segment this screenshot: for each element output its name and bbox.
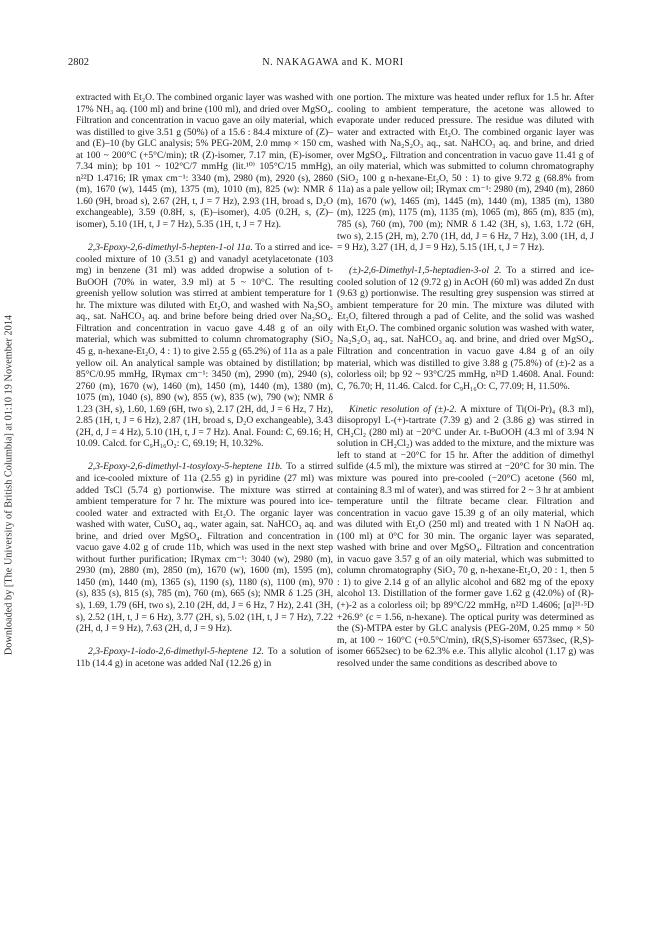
right-column xyxy=(337,92,594,669)
section-heading: 2,3-Epoxy-1-iodo-2,6-dimethyl-5-heptene 12. xyxy=(88,646,264,658)
download-watermark xyxy=(2,150,16,820)
paragraph-body: To a stirred and ice-cooled solution of 12 (9.72 g) in AcOH (60 ml) was added Zn dust (9.63 g) portionwise. The resulting grey suspension was stirred at ambient temperature for 20 min. The mixture was diluted with Et₂O, filtered through a pad of Celite, and the solid was washed with Et₂O. The combined organic solution was washed with water, Na₂S₂O₃ aq., sat. NaHCO₃ aq. and brine, and dried over MgSO₄. Filtration and concentration in vacuo gave 4.84 g of an oily material, which was distilled to give 3.88 g (75.8%) of (±)-2 as a colorless oil; bp 92 ~ 93°C/25 mmHg, n²¹D 1.4608. Anal. Found: C, 76.70; H, 11.46. Calcd. for C₉H₁₆O: C, 77.09; H, 11.50%. xyxy=(337,265,594,392)
paragraph xyxy=(76,92,333,231)
paragraph xyxy=(337,92,594,254)
paragraph xyxy=(76,242,333,450)
running-head: N. NAKAGAWA and K. MORI xyxy=(262,57,404,68)
section-heading: Kinetic resolution of (±)-2. xyxy=(349,403,457,415)
left-column xyxy=(76,92,333,669)
paragraph-body: To a solution of 11b (14.4 g) in acetone was added NaI (12.26 g) in xyxy=(76,646,333,669)
paragraph xyxy=(337,404,594,670)
section-heading: (±)-2,6-Dimethyl-1,5-heptadien-3-ol 2. xyxy=(349,265,502,277)
paragraph-body: extracted with Et₂O. The combined organic layer was washed with 17% NH₃ aq. (100 ml) and brine (100 ml), and dried over MgSO₄. Filtration and concentration in vacuo gave an oily material, which was distilled to give 3.51 g (50%) of a 15.6 : 84.4 mixture of (Z)– and (E)–10 (by GLC analysis; 5% PEG-20M, 2.0 mmφ × 150 cm, at 100 ~ 200°C (+5°C/min); tR (Z)-isomer, 7.17 min, (E)-isomer, 7.34 min); bp 101 ~ 102°C/7 mmHg (lit.¹⁰⁾ 105°C/15 mmHg), n²²D 1.4716; IR γmax cm⁻¹: 3340 (m), 2980 (m), 2920 (s), 2860 (m), 1670 (w), 1445 (m), 1375 (m), 1010 (m), 825 (w): NMR δ 1.60 (9H, broad s), 2.67 (2H, t, J = 7 Hz), 2.93 (1H, broad s, D₂O exchangeable), 3.59 (0.8H, s, (E)–isomer), 4.05 (0.2H, s, (Z)–isomer), 5.10 (1H, t, J = 7 Hz), 5.35 (1H, t, J = 7 Hz). xyxy=(76,92,333,231)
paragraph xyxy=(76,646,333,669)
download-note: Downloaded by [The University of British Columbia] at 01:10 19 November 2014 xyxy=(3,314,15,656)
section-heading: 2,3-Epoxy-2,6-dimethyl-1-tosyloxy-5-heptene 11b. xyxy=(88,461,283,473)
page-header xyxy=(68,57,598,71)
paragraph xyxy=(337,265,594,392)
paragraph-body: To a stirred and ice-cooled mixture of 10 (3.51 g) and vanadyl acetylacetonate (103 mg) in benzene (31 ml) was added dropwise a solution of t-BuOOH (70% in water, 3.9 ml) at 5 ~ 10°C. The resulting greenish yellow solution was stirred at ambient temperature for 1 hr. The mixture was diluted with Et₂O, and washed with Na₂SO₃ aq., sat. NaHCO₃ aq. and brine before being dried over Na₂SO₄. Filtration and concentration in vacuo gave 4.48 g of an oily material, which was submitted to column chromatography (SiO₂ 45 g, n-hexane-Et₂O, 4 : 1) to give 2.55 g (65.2%) of 11a as a pale yellow oil. An analytical sample was obtained by distillation; bp 85°C/0.95 mmHg, IRγmax cm⁻¹: 3450 (m), 2990 (m), 2940 (s), 2760 (m), 1670 (w), 1460 (m), 1450 (m), 1440 (m), 1380 (m), 1075 (m), 1040 (s), 890 (w), 855 (w), 835 (w), 790 (w); NMR δ 1.23 (3H, s), 1.60, 1.69 (6H, two s), 2.17 (2H, dd, J = 6 Hz, 7 Hz), 2.85 (1H, t, J = 6 Hz), 2.87 (1H, broad s, D₂O exchangeable), 3.43 (2H, d, J = 4 Hz), 5.10 (1H, t, J = 7 Hz). Anal. Found: C, 69.16; H, 10.09. Calcd. for C₉H₁₆O₂: C, 69.19; H, 10.32%. xyxy=(76,242,333,450)
paragraph xyxy=(76,461,333,634)
section-heading: 2,3-Epoxy-2,6-dimethyl-5-hepten-1-ol 11a. xyxy=(88,242,253,254)
page-number: 2802 xyxy=(68,57,89,68)
paragraph-body: one portion. The mixture was heated under reflux for 1.5 hr. After cooling to ambient temperature, the acetone was allowed to evaporate under reduced pressure. The residue was diluted with water and extracted with Et₂O. The combined organic layer was washed with Na₂S₂O₃ aq., sat. NaHCO₃ aq. and brine, and dried over MgSO₄. Filtration and concentration in vacuo gave 11.41 g of an oily material, which was submitted to column chromatography (SiO₂ 100 g n-hexane-Et₂O, 50 : 1) to give 9.72 g (68.8% from 11a) as a pale yellow oil; IRγmax cm⁻¹: 2980 (m), 2940 (m), 2860 (m), 1670 (w), 1465 (m), 1445 (m), 1440 (m), 1385 (m), 1380 (m), 1225 (m), 1175 (m), 1135 (m), 1065 (m), 865 (m), 835 (m), 785 (s), 760 (m), 700 (m); NMR δ 1.42 (3H, s), 1.63, 1.72 (6H, two s), 2.15 (2H, m), 2.70 (1H, dd, J = 6 Hz, 7 Hz), 3.00 (1H, d, J = 9 Hz), 3.27 (1H, d, J = 9 Hz), 5.15 (1H, t, J = 7 Hz). xyxy=(337,92,594,254)
paragraph-body: A mixture of Ti(Oi-Pr)₄ (8.3 ml), diisopropyl L-(+)-tartrate (7.39 g) and 2 (3.86 g) was stirred in CH₂Cl₂ (280 ml) at −20°C under Ar. t-BuOOH (4.3 ml of 3.94 N solution in CH₂Cl₂) was added to the mixture, and the mixture was left to stand at −20°C for 15 hr. After the addition of dimethyl sulfide (4.5 ml), the mixture was stirred at −20°C for 30 min. The mixture was poured into pre-cooled (−20°C) acetone (560 ml, containing 8.3 ml of water), and was stirred for 2 ~ 3 hr at ambient temperature until the filtrate became clear. Filtration and concentration in vacuo gave 15.39 g of an oily material, which was diluted with Et₂O (250 ml) and treated with 1 N NaOH aq. (100 ml) at 0°C for 30 min. The organic layer was separated, washed with brine and over MgSO₄. Filtration and concentration in vacuo gave 3.57 g of an oily material, which was submitted to column chromatography (SiO₂ 70 g, n-hexane-Et₂O, 20 : 1, then 5 : 1) to give 2.14 g of an allylic alcohol and 682 mg of the epoxy alcohol 13. Distillation of the former gave 1.62 g (42.0%) of (R)-(+)-2 as a colorless oil; bp 89°C/22 mmHg, n²²D 1.4606; [α]²¹·⁵D +26.9° (c = 1.56, n-hexane). The optical purity was determined as the (S)-MTPA ester by GLC analysis (PEG-20M, 0.25 mmφ × 50 m, at 100 ~ 160°C (+0.5°C/min), tR(S,S)-isomer 6573sec, (R,S)-isomer 6652sec) to be 62.3% e.e. This allylic alcohol (1.17 g) was resolved under the same conditions as described above to xyxy=(337,403,594,669)
paragraph-body: To a stirred and ice-cooled mixture of 11a (2.55 g) in pyridine (27 ml) was added TsCl (5.74 g) portionwise. The mixture was stirred at ambient temperature for 7 hr. The mixture was poured into ice-cooled water and extracted with Et₂O. The organic layer was washed with water, CuSO₄ aq., water again, sat. NaHCO₃ aq. and brine, and dried over MgSO₄. Filtration and concentration in vacuo gave 4.02 g of crude 11b, which was used in the next step without further purification; IRγmax cm⁻¹: 3040 (w), 2980 (m), 2930 (m), 2880 (m), 2850 (m), 1670 (w), 1600 (m), 1595 (m), 1450 (m), 1440 (m), 1365 (s), 1190 (s), 1180 (s), 1100 (m), 970 (s), 835 (s), 815 (s), 785 (m), 760 (m), 665 (s); NMR δ 1.25 (3H, s), 1.69, 1.79 (6H, two s), 2.10 (2H, dd, J = 6 Hz, 7 Hz), 2.41 (3H, s), 2.52 (1H, t, J = 6 Hz), 3.77 (2H, s), 5.02 (1H, t, J = 7 Hz), 7.22 (2H, d, J = 9 Hz), 7.63 (2H, d, J = 9 Hz). xyxy=(76,461,333,635)
